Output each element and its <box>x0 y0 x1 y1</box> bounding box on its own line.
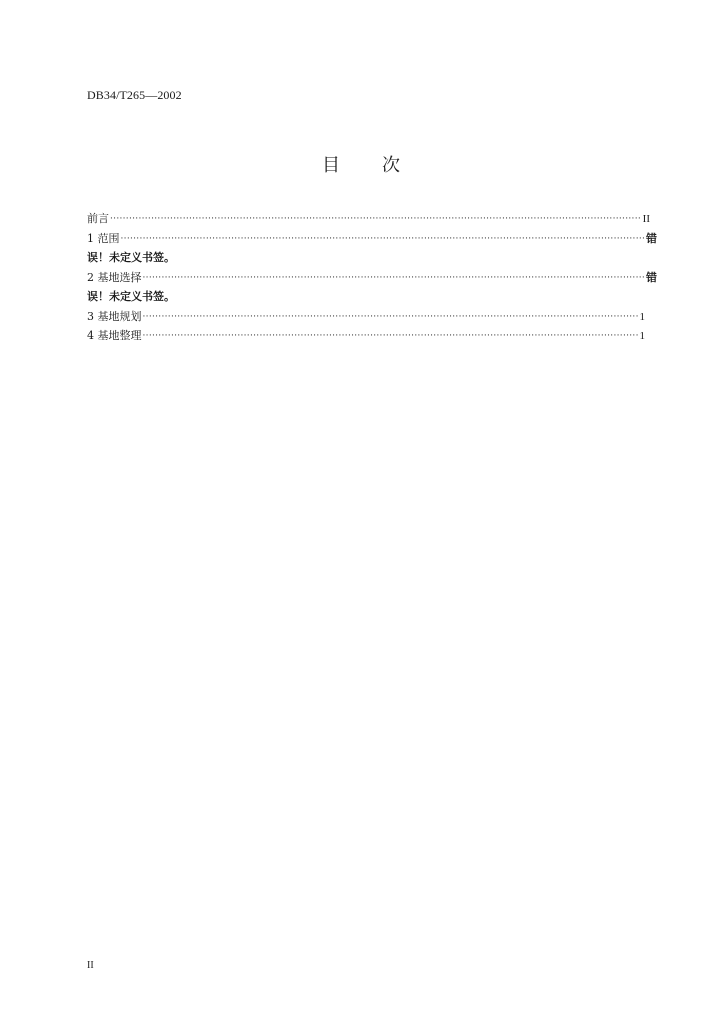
toc-dot-leader <box>121 230 646 250</box>
page-number-footer: II <box>87 960 94 971</box>
toc-entry-site-preparation[interactable] <box>87 326 657 346</box>
document-id: DB34/T265—2002 <box>87 88 182 102</box>
toc-entry-foreword[interactable] <box>87 209 657 229</box>
toc-entry-site-selection[interactable] <box>87 268 657 288</box>
toc-page-number: 1 <box>639 310 645 323</box>
toc-page-number: II <box>642 213 650 225</box>
toc-dot-leader <box>143 269 646 289</box>
toc-error-continuation: 误！未定义书签。 <box>87 290 175 303</box>
toc-entry-label: 4 基地整理 <box>87 329 142 342</box>
table-of-contents <box>87 209 657 346</box>
title-char-2: 次 <box>382 155 402 176</box>
toc-dot-leader <box>143 327 639 347</box>
toc-dot-leader <box>110 210 642 230</box>
toc-error-text: 错 <box>646 270 657 284</box>
toc-entry-label: 1 范围 <box>87 231 120 245</box>
toc-page-number: 1 <box>639 330 645 342</box>
toc-entry-label: 2 基地选择 <box>87 270 142 284</box>
toc-error-continuation: 误！未定义书签。 <box>87 251 175 264</box>
page-title <box>0 151 724 177</box>
toc-entry-site-planning[interactable] <box>87 307 657 327</box>
toc-entry-label: 3 基地规划 <box>87 309 142 323</box>
title-char-1: 目 <box>322 155 342 176</box>
toc-error-text: 错 <box>646 231 657 245</box>
toc-entry-scope[interactable] <box>87 229 657 249</box>
toc-dot-leader <box>143 308 639 328</box>
toc-entry-label: 前言 <box>87 212 109 225</box>
